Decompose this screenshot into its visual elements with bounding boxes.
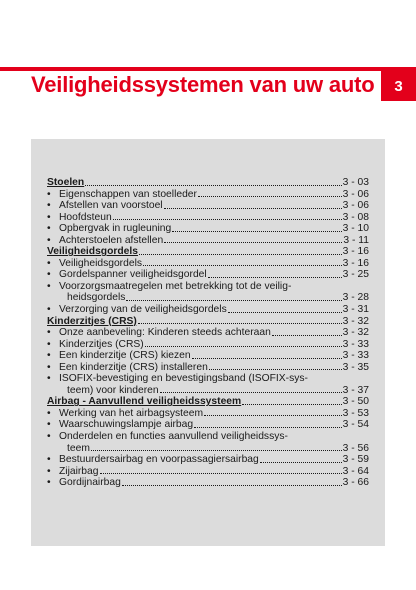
toc-page-number: 3 - 06 [342, 200, 369, 212]
toc-entry-label: • Eigenschappen van stoelleder [59, 188, 197, 200]
toc-page-number: 3 - 28 [342, 292, 369, 304]
dot-leader [198, 196, 342, 197]
dot-leader [91, 450, 342, 451]
toc-page-number: 3 - 54 [342, 419, 369, 431]
toc-entry-label: • Veiligheidsgordels [59, 257, 143, 269]
dot-leader [272, 335, 342, 336]
dot-leader [228, 312, 342, 313]
dot-leader [192, 358, 342, 359]
page-title: Veiligheidssystemen van uw auto [31, 72, 375, 97]
toc-entry-label: • Werking van het airbagsysteem [59, 407, 204, 419]
toc-section-row[interactable] [47, 396, 369, 408]
toc-entry-row[interactable] [47, 477, 369, 489]
toc-page-number: 3 - 31 [342, 304, 369, 316]
toc-entry-row[interactable] [47, 327, 369, 339]
toc-entry-row[interactable] [47, 350, 369, 362]
toc-entry-row[interactable] [47, 223, 369, 235]
toc-entry-label: • Een kinderzitje (CRS) installeren [59, 361, 208, 373]
toc-entry-label: • Bestuurdersairbag en voorpassagiersairbag [59, 454, 259, 466]
dot-leader [164, 208, 342, 209]
toc-page-number: 3 - 32 [342, 315, 369, 327]
toc-entry-row[interactable] [47, 362, 369, 374]
toc-page-number: 3 - 50 [342, 396, 369, 408]
toc-entry-row[interactable] [47, 431, 369, 443]
toc-entry-label: teem [67, 442, 90, 454]
dot-leader [209, 369, 342, 370]
toc-entry-row[interactable] [47, 373, 369, 385]
toc-entry-row[interactable] [47, 304, 369, 316]
dot-leader [100, 473, 342, 474]
dot-leader [204, 415, 342, 416]
toc-entry-row[interactable] [47, 200, 369, 212]
toc-entry-label: • Afstellen van voorstoel [59, 200, 163, 212]
toc-entry-label: • Gordijnairbag [59, 477, 121, 489]
toc-entry-label: • Verzorging van de veiligheidsgordels [59, 304, 227, 316]
toc-entry-label: • Hoofdsteun [59, 211, 112, 223]
toc-entry-label: • Waarschuwingslampje airbag [59, 419, 194, 431]
dot-leader [164, 242, 342, 243]
toc-entry-row[interactable] [47, 443, 369, 455]
toc-page-number: 3 - 03 [342, 177, 369, 188]
dot-leader [143, 265, 342, 266]
dot-leader [208, 277, 342, 278]
toc-page-number: 3 - 53 [342, 407, 369, 419]
toc-entry-row[interactable] [47, 466, 369, 478]
dot-leader [126, 300, 341, 301]
table-of-contents [47, 177, 369, 489]
dot-leader [160, 392, 342, 393]
toc-entry-label: Kinderzitjes (CRS) [47, 315, 137, 327]
toc-entry-row[interactable] [47, 339, 369, 351]
toc-section-row[interactable] [47, 316, 369, 328]
toc-entry-row[interactable] [47, 454, 369, 466]
toc-page-number: 3 - 33 [342, 338, 369, 350]
toc-entry-row[interactable] [47, 212, 369, 224]
toc-entry-row[interactable] [47, 292, 369, 304]
toc-panel [31, 139, 385, 546]
dot-leader [172, 231, 341, 232]
toc-entry-label: teem) voor kinderen [67, 384, 159, 396]
dot-leader [85, 185, 341, 186]
toc-entry-label: • Een kinderzitje (CRS) kiezen [59, 350, 191, 362]
toc-page-number: 3 - 35 [342, 361, 369, 373]
toc-page-number: 3 - 06 [342, 188, 369, 200]
toc-entry-label: • Voorzorgsmaatregelen met betrekking tot de veilig- [59, 280, 292, 292]
toc-entry-label: • Achterstoelen afstellen [59, 234, 164, 246]
dot-leader [194, 427, 342, 428]
header-rule [0, 67, 416, 71]
toc-page-number: 3 - 37 [342, 384, 369, 396]
dot-leader [242, 404, 341, 405]
dot-leader [139, 254, 342, 255]
toc-entry-row[interactable] [47, 189, 369, 201]
dot-leader [122, 485, 342, 486]
toc-entry-label: • Onderdelen en functies aanvullend veiligheidssys- [59, 431, 288, 443]
toc-entry-row[interactable] [47, 281, 369, 293]
toc-page-number: 3 - 08 [342, 211, 369, 223]
toc-entry-label: Airbag - Aanvullend veiligheidssysteem [47, 396, 242, 408]
toc-entry-label: Stoelen [47, 177, 85, 188]
toc-section-row[interactable] [47, 177, 369, 189]
toc-entry-label: Veiligheidsgordels [47, 246, 138, 258]
toc-entry-label: • Zijairbag [59, 465, 99, 477]
toc-page-number: 3 - 10 [342, 223, 369, 235]
dot-leader [260, 462, 342, 463]
toc-entry-row[interactable] [47, 269, 369, 281]
toc-page-number: 3 - 64 [342, 465, 369, 477]
toc-page-number: 3 - 66 [342, 477, 369, 489]
toc-entry-row[interactable] [47, 235, 369, 247]
dot-leader [145, 346, 342, 347]
toc-entry-label: • ISOFIX-bevestiging en bevestigingsband (ISOFIX-sys- [59, 373, 308, 385]
toc-page-number: 3 - 25 [342, 269, 369, 281]
toc-page-number: 3 - 11 [343, 234, 369, 246]
dot-leader [138, 323, 342, 324]
toc-entry-label: • Opbergvak in rugleuning [59, 223, 172, 235]
toc-section-row[interactable] [47, 246, 369, 258]
toc-page-number: 3 - 16 [342, 246, 369, 258]
toc-entry-row[interactable] [47, 419, 369, 431]
toc-entry-label: • Onze aanbeveling: Kinderen steeds achteraan [59, 327, 271, 339]
toc-page-number: 3 - 32 [342, 327, 369, 339]
chapter-number-tab: 3 [381, 71, 416, 101]
toc-page-number: 3 - 59 [342, 454, 369, 466]
toc-entry-row[interactable] [47, 385, 369, 397]
toc-entry-row[interactable] [47, 258, 369, 270]
toc-entry-row[interactable] [47, 408, 369, 420]
toc-page-number: 3 - 56 [342, 442, 369, 454]
toc-entry-label: heidsgordels [67, 292, 126, 304]
toc-entry-label: • Gordelspanner veiligheidsgordel [59, 269, 207, 281]
toc-page-number: 3 - 33 [342, 350, 369, 362]
toc-page-number: 3 - 16 [342, 257, 369, 269]
toc-entry-label: • Kinderzitjes (CRS) [59, 338, 144, 350]
dot-leader [113, 219, 342, 220]
